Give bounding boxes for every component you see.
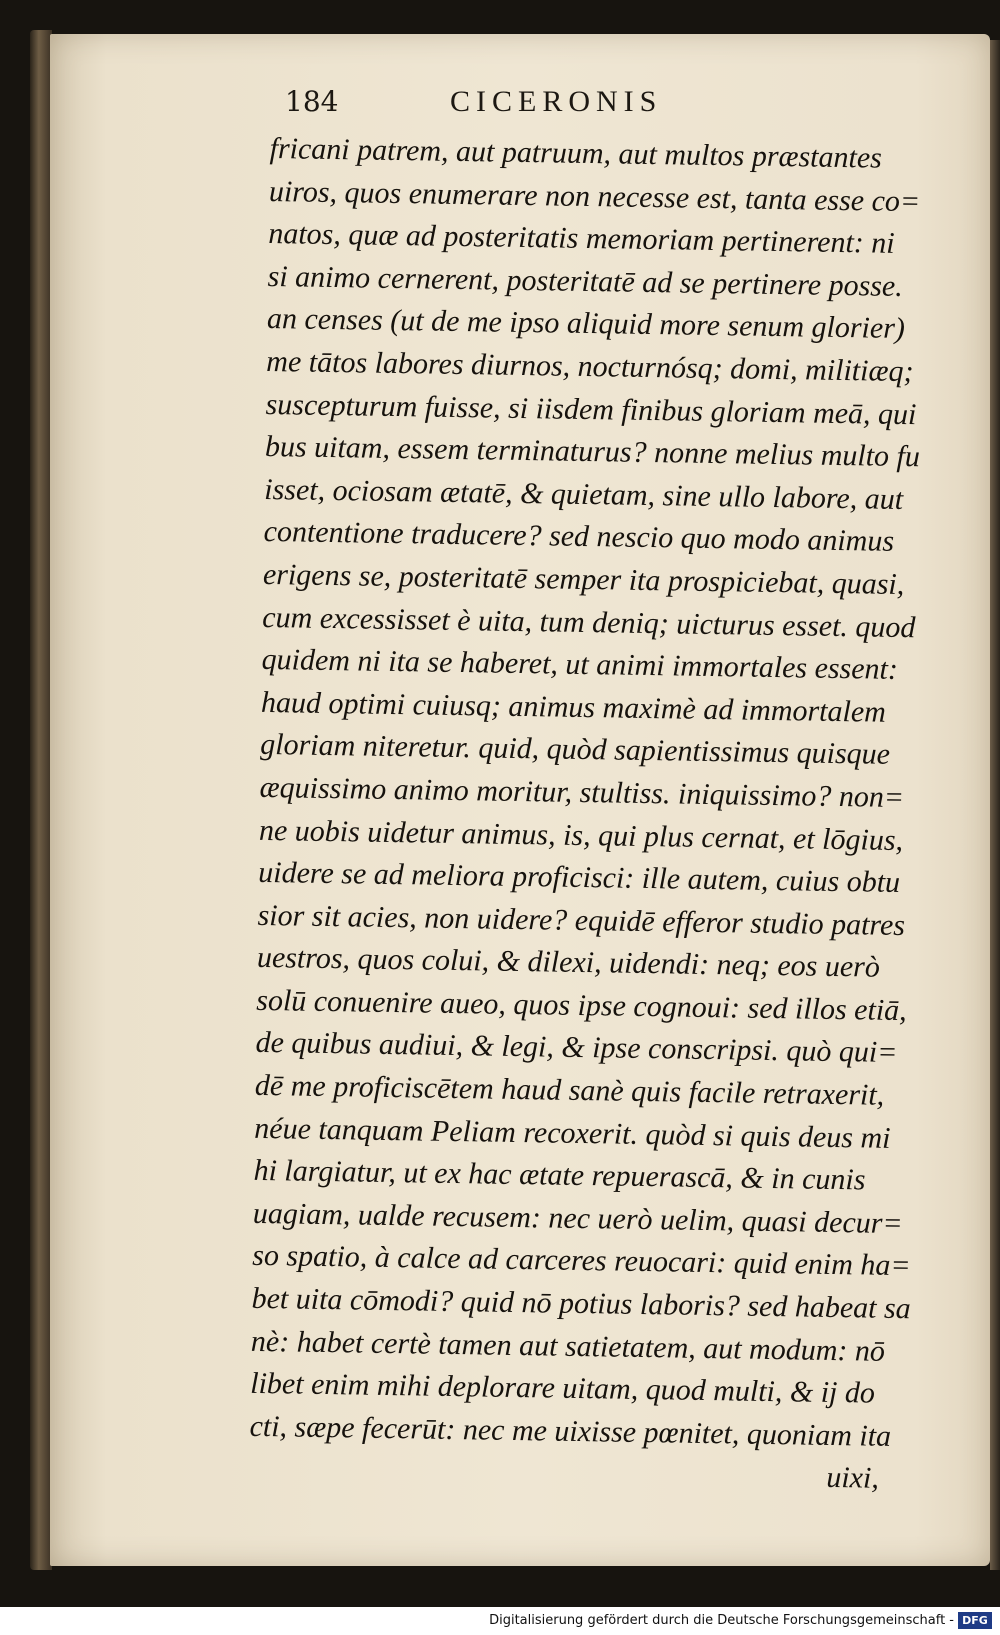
body-text [249, 128, 930, 1501]
text-line: æquissimo animo moritur, stultiss. iniquissimo? non= [259, 770, 905, 814]
text-line: si animo cernerent, posteritatē ad se pertinere posse. [267, 259, 904, 303]
text-line: hi largiatur, ut ex hac ætate repuerascā, & in cunis [253, 1154, 866, 1197]
text-line: uestros, quos colui, & dilexi, uidendi: neq; eos uerò [256, 941, 881, 984]
catchword: uixi, [826, 1461, 880, 1496]
text-line: de quibus audiui, & legi, & ipse conscripsi. quò qui= [255, 1026, 898, 1070]
running-title: CICERONIS [450, 85, 663, 118]
text-line: bet uita cōmodi? quid nō potius laboris? sed habeat sa [251, 1281, 911, 1326]
text-line: quidem ni ita se haberet, ut animi immortales essent: [261, 643, 899, 687]
text-line: erigens se, posteritatē semper ita prospiciebat, quasi, [262, 557, 905, 601]
book-page-edges [990, 40, 1000, 1570]
text-line: nè: habet certè tamen aut satietatem, aut modum: nō [250, 1324, 886, 1368]
text-line: so spatio, à calce ad carceres reuocari: quid enim ha= [252, 1239, 911, 1283]
page-number: 184 [285, 85, 339, 118]
footer-credit-text: Digitalisierung gefördert durch die Deutsche Forschungsgemeinschaft - [489, 1613, 954, 1628]
text-line: natos, quæ ad posteritatis memoriam pertinerent: ni [268, 217, 895, 261]
text-line: contentione traducere? sed nescio quo modo animus [263, 515, 895, 559]
text-line: bus uitam, essem terminaturus? nonne melius multo fu [264, 430, 921, 474]
text-line: dē me proficiscētem haud sanè quis facile retraxerit, [254, 1068, 885, 1112]
text-line: solū conuenire aueo, quos ipse cognoui: sed illos etiā, [256, 983, 907, 1027]
text-line: uiros, quos enumerare non necesse est, tanta esse co= [268, 174, 921, 218]
text-line: uidere se ad meliora proficisci: ille autem, cuius obtu [258, 856, 901, 900]
page-header [285, 82, 745, 122]
book-spine-edge [30, 30, 52, 1570]
text-line: uagiam, ualde recusem: nec uerò uelim, quasi decur= [252, 1196, 903, 1240]
text-line: cum excessisset è uita, tum deniq; uicturus esset. quod [262, 600, 916, 644]
text-line: ne uobis uidetur animus, is, qui plus cernat, et lōgius, [258, 813, 904, 857]
text-line: néue tanquam Peliam recoxerit. quòd si quis deus mi [254, 1111, 891, 1155]
text-line: gloriam niteretur. quid, quòd sapientissimus quisque [260, 728, 891, 772]
digitization-footer [0, 1607, 1000, 1635]
text-line: suscepturum fuisse, si iisdem finibus gloriam meā, qui [265, 387, 917, 431]
dfg-logo-icon: DFG [958, 1612, 992, 1629]
text-line: haud optimi cuiusq; animus maximè ad immortalem [260, 685, 887, 729]
text-line: sior sit acies, non uidere? equidē efferor studio patres [257, 898, 906, 942]
text-line: cti, sæpe fecerūt: nec me uixisse pœnitet, quoniam ita [249, 1409, 892, 1453]
text-line: an censes (ut de me ipso aliquid more senum glorier) [266, 302, 906, 346]
text-line: me tātos labores diurnos, nocturnósq; domi, militiæq; [266, 344, 914, 389]
text-line: libet enim mihi deplorare uitam, quod multi, & ij do [250, 1367, 876, 1410]
text-line: isset, ociosam ætatē, & quietam, sine ullo labore, aut [264, 472, 904, 516]
text-line: fricani patrem, aut patruum, aut multos præstantes [269, 131, 883, 175]
